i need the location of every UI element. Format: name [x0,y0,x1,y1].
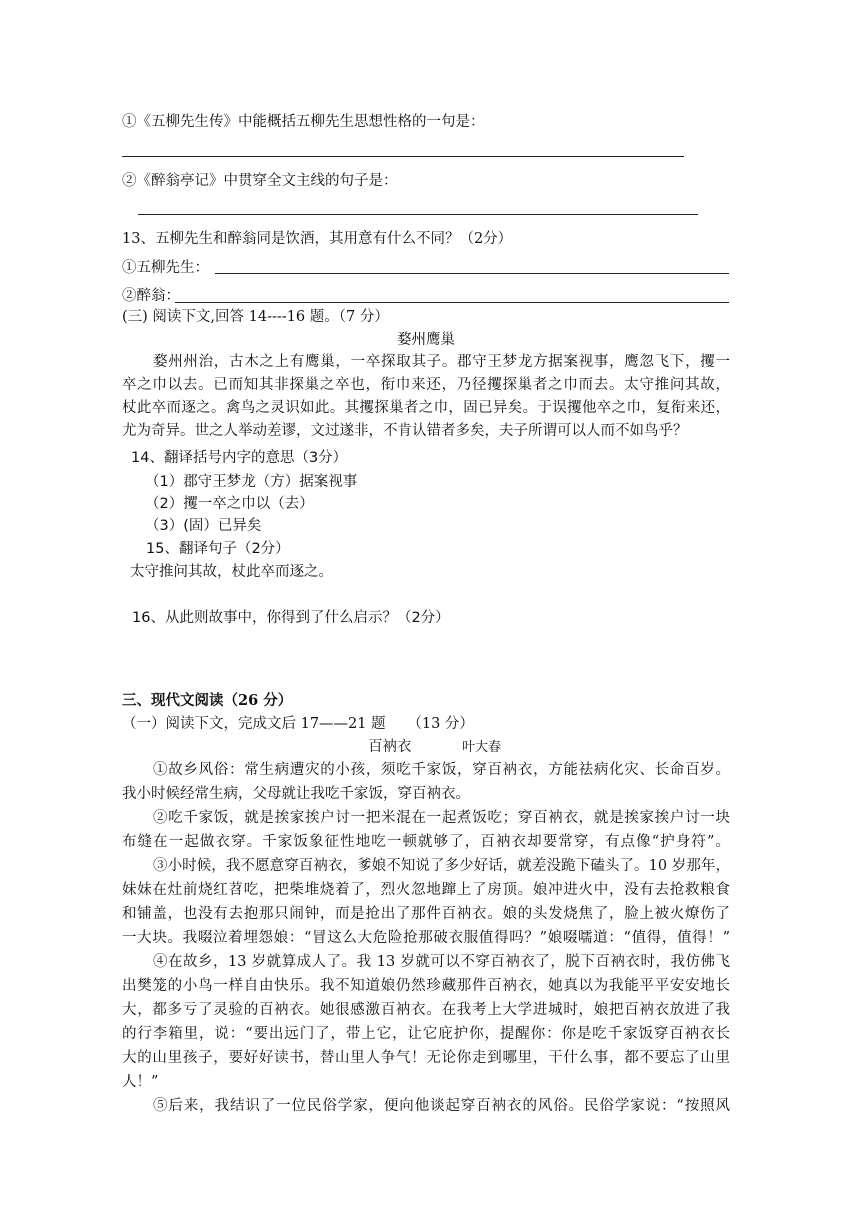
article-line: 和铺盖，也没有去抱那只闹钟，而是抢出了那件百衲衣。娘的头发烧焦了，脸上被火燎伤了 [122,906,730,922]
section-intro: (三) 阅读下文,回答 14----16 题。（7 分） [122,309,389,325]
article-line: 布缝在一起做衣穿。千家饭象征性地吃一顿就够了，百衲衣却要常穿，有点像“护身符”。 [122,834,730,850]
q15-sentence: 太守推问其故，杖此卒而逐之。 [130,564,333,580]
passage-line: 杖此卒而逐之。禽鸟之灵识如此。其攫探巢者之巾，固已异矣。于误攫他卒之巾，复衔来还， [122,400,730,416]
article-line: ④在故乡，13 岁就算成人了。我 13 岁就可以不穿百衲衣了，脱下百衲衣时，我仿佛飞 [153,954,730,970]
q14-item: （1）郡守王梦龙（方）据案视事 [145,474,358,490]
passage-line: 婺州州治，古木之上有鹰巢，一卒探取其子。郡守王梦龙方据案视事，鹰忽飞下，攫一 [153,354,730,370]
article-author: 叶大春 [462,740,502,755]
q12-item1: ①《五柳先生传》中能概括五柳先生思想性格的一句是： [122,114,485,130]
q13-question: 13、五柳先生和醉翁同是饮酒，其用意有什么不同？（2分） [122,231,513,247]
article-title: 百衲衣 [368,739,412,755]
answer-line[interactable] [122,156,684,157]
article-line: 大，都多亏了灵验的百衲衣。她很感激百衲衣。在我考上大学进城时，娘把百衲衣放进了我 [122,1002,730,1018]
q14-item: （2）攫一卒之巾以（去） [145,496,314,512]
part-subheading: （一）阅读下文，完成文后 17——21 题 （13 分） [122,716,474,732]
article-line: 人！” [122,1074,159,1090]
part-heading: 三、现代文阅读（26 分） [122,692,293,709]
article-line: 大的山里孩子，要好好读书，替山里人争气！无论你走到哪里，干什么事，都不要忘了山里 [122,1050,730,1066]
q13-answer-label-1: ①五柳先生： [122,260,209,276]
q15-question: 15、翻译句子（2分） [146,541,290,557]
article-line: 我小时候经常生病，父母就让我吃千家饭，穿百衲衣。 [122,786,470,802]
passage-title: 婺州鹰巢 [397,332,455,348]
answer-line[interactable] [215,273,729,274]
article-line: ①故乡风俗：常生病遭灾的小孩，须吃千家饭，穿百衲衣，方能祛病化灾、长命百岁。 [153,762,730,778]
answer-line[interactable] [175,302,729,303]
q14-question: 14、翻译括号内字的意思（3分） [131,450,348,466]
q16-question: 16、从此则故事中，你得到了什么启示？（2分） [132,610,450,626]
article-line: 妹妹在灶前烧红苕吃，把柴堆烧着了，烈火忽地蹿上了房顶。娘冲进火中，没有去抢救粮食 [122,882,730,898]
article-line: 的行李箱里，说：“要出远门了，带上它，让它庇护你，提醒你：你是吃千家饭穿百衲衣长 [122,1026,730,1042]
passage-line: 尤为奇异。世之人举动差谬，文过遂非，不肯认错者多矣，夫子所谓可以人而不如鸟乎？ [122,423,688,439]
article-line: 一大块。我啜泣着埋怨娘：“冒这么大危险抢那破衣服值得吗？”娘啜嚅道：“值得，值得！” [122,930,730,946]
article-line: ⑤后来，我结识了一位民俗学家，便向他谈起穿百衲衣的风俗。民俗学家说：“按照风 [153,1098,730,1114]
q14-item: （3）(固）已异矣 [145,518,262,534]
article-line: 出樊笼的小鸟一样自由快乐。我不知道娘仍然珍藏那件百衲衣，她真以为我能平平安安地长 [122,978,730,994]
q13-answer-label-2: ②醉翁： [122,288,180,304]
q12-item2: ②《醉翁亭记》中贯穿全文主线的句子是： [122,173,398,189]
article-line: ②吃千家饭，就是挨家挨户讨一把米混在一起煮饭吃；穿百衲衣，就是挨家挨户讨一块 [153,810,730,826]
answer-line[interactable] [138,214,698,215]
article-line: ③小时候，我不愿意穿百衲衣，爹娘不知说了多少好话，就差没跪下磕头了。10 岁那年， [153,858,730,874]
passage-line: 卒之巾以去。已而知其非探巢之卒也，衔巾来还，乃径攫探巢者之巾而去。太守推问其故， [122,377,730,393]
